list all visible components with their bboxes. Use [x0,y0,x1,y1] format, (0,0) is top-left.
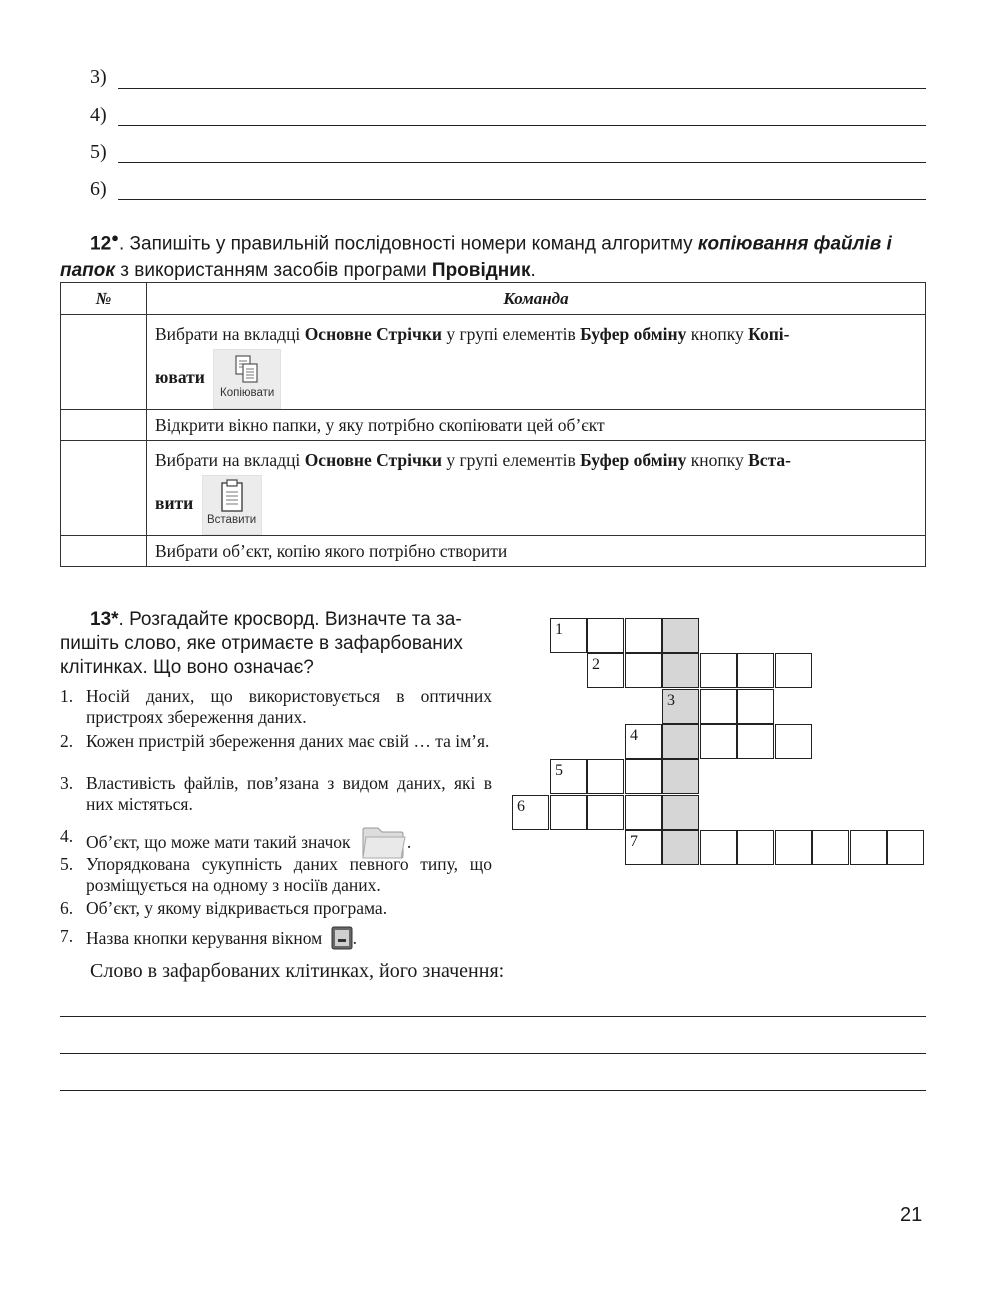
crossword-cell[interactable] [625,653,662,688]
command-text: кнопку [686,450,749,470]
task-difficulty-dot: ● [111,230,119,245]
clue-6 [60,898,492,919]
command-bold: Буфер обміну [580,324,687,344]
command-bold: Основне Стрічки [304,450,442,470]
number-input-cell[interactable] [61,315,147,410]
task-emphasis: копіювання файлів і папок [60,233,892,282]
answer-underline [118,88,926,89]
command-bold: Основне Стрічки [304,324,442,344]
crossword-clue-number: 5 [555,762,563,779]
command-bold: ювати [155,367,205,388]
column-header-number: № [61,283,147,315]
crossword-cell[interactable] [625,618,662,653]
crossword-cell[interactable] [737,689,774,724]
task-text: . Розгадайте кросворд. Визначте та за- [118,609,462,630]
clue-number: 3. [60,773,74,793]
table-header-row [61,283,926,315]
answer-underline [118,125,926,126]
answer-line-label: 4) [90,104,107,126]
crossword-cell[interactable] [625,759,662,794]
answer-underline [118,199,926,200]
paste-ribbon-button [202,475,262,535]
task-text: пишіть слово, яке отримаєте в зафарбованих [60,633,463,654]
task-text: . [530,260,536,282]
answer-underline [118,162,926,163]
clue-end: . [406,832,412,852]
command-cell: Вибрати об’єкт, копію якого потрібно створити [147,536,926,567]
crossword-cell-shaded[interactable] [662,724,699,759]
crossword-cell[interactable] [700,689,737,724]
crossword-cell[interactable] [587,653,624,688]
crossword-cell[interactable] [700,830,737,865]
crossword-clue-number: 6 [517,798,525,815]
crossword-cell[interactable] [775,830,812,865]
word-prompt: Слово в зафарбованих клітинках, його значення: [90,960,505,982]
clue-number: 4. [60,826,74,846]
crossword-cell-shaded[interactable] [662,653,699,688]
crossword-cell[interactable] [887,830,924,865]
crossword-cell[interactable] [700,724,737,759]
task-13-text [60,608,500,680]
ribbon-button-label: Копіювати [220,387,275,399]
answer-underline[interactable] [60,1016,926,1017]
table-row [61,410,926,441]
crossword-cell[interactable] [775,653,812,688]
clue-end: . [352,928,358,948]
number-input-cell[interactable] [61,441,147,536]
command-text: у групі елементів [442,324,581,344]
command-bold: Вста- [748,450,791,470]
clue-7 [60,926,492,950]
command-text: Вибрати на вкладці [155,450,305,470]
crossword-cell[interactable] [587,759,624,794]
crossword-cell[interactable] [775,724,812,759]
answer-line-label: 6) [90,178,107,200]
crossword-cell[interactable] [550,759,587,794]
clue-text: Об’єкт, що може мати такий значок [86,832,351,852]
crossword-cell[interactable] [625,795,662,830]
crossword-cell-shaded[interactable] [662,795,699,830]
crossword-cell[interactable] [737,724,774,759]
task-12-text [60,224,930,284]
clue-text: Об’єкт, у якому відкривається програма. [86,898,388,918]
crossword-cell-shaded[interactable] [662,689,699,724]
number-input-cell[interactable] [61,410,147,441]
crossword-cell[interactable] [625,830,662,865]
crossword-cell[interactable] [737,653,774,688]
crossword-cell[interactable] [550,795,587,830]
clue-text: Упорядкована сукупність даних певного типу, що розміщується на одному з носіїв даних. [86,854,492,895]
clue-text: Назва кнопки керування вікном [86,928,323,948]
task-text: клітинках. Що воно означає? [60,657,314,678]
command-text: Вибрати на вкладці [155,324,305,344]
crossword-clue-number: 1 [555,621,563,638]
clue-3 [60,773,492,815]
clue-2 [60,731,492,752]
crossword-cell[interactable] [587,795,624,830]
crossword-cell[interactable] [700,653,737,688]
column-header-command: Команда [147,283,926,315]
table-row [61,441,926,536]
copy-ribbon-button [213,349,281,409]
number-input-cell[interactable] [61,536,147,567]
ribbon-button-label: Вставити [207,514,257,526]
crossword-cell[interactable] [550,618,587,653]
answer-underline[interactable] [60,1053,926,1054]
crossword-cell[interactable] [812,830,849,865]
clue-5 [60,854,492,896]
command-bold: Копі- [748,324,790,344]
clue-number: 5. [60,854,74,874]
clue-number: 1. [60,686,74,706]
crossword-cell[interactable] [625,724,662,759]
clue-text: Кожен пристрій збереження даних має свій … та ім’я. [86,731,490,751]
clue-number: 2. [60,731,74,751]
task-text: з використанням засобів програми [115,260,432,282]
crossword-clue-number: 3 [667,692,675,709]
command-cell: Відкрити вікно папки, у яку потрібно скопіювати цей об’єкт [147,410,926,441]
crossword-clue-number: 7 [630,833,638,850]
crossword-cell-shaded[interactable] [662,830,699,865]
clue-number: 6. [60,898,74,918]
crossword-cell[interactable] [850,830,887,865]
program-name: Провідник [431,260,531,282]
command-text: кнопку [686,324,749,344]
copy-icon [234,354,260,386]
command-table [60,282,926,567]
crossword-clue-number: 2 [592,656,600,673]
clue-1 [60,686,492,728]
answer-underline[interactable] [60,1090,926,1091]
clipboard-icon [219,479,245,513]
command-cell [147,441,926,536]
clue-text: Властивість файлів, пов’язана з видом даних, які в них містяться. [86,773,492,814]
task-number: 12 [90,233,112,255]
command-bold: Буфер обміну [580,450,687,470]
clue-text: Носій даних, що використовується в оптичних пристроях збереження даних. [86,686,492,727]
crossword-cell-shaded[interactable] [662,759,699,794]
minimize-button-icon [331,926,353,950]
command-cell [147,315,926,410]
answer-line-label: 3) [90,66,107,88]
answer-line-label: 5) [90,141,107,163]
command-bold: вити [155,493,194,514]
crossword-cell[interactable] [737,830,774,865]
page-number: 21 [900,1204,923,1226]
crossword-cell-shaded[interactable] [662,618,699,653]
table-row [61,536,926,567]
table-row [61,315,926,410]
crossword-cell[interactable] [512,795,549,830]
crossword-cell[interactable] [587,618,624,653]
task-number: 13* [90,609,119,630]
crossword-clue-number: 4 [630,727,638,744]
clue-number: 7. [60,926,74,946]
task-text: . Запишіть у правильній послідовності номери команд алгоритму [119,233,698,255]
command-text: у групі елементів [442,450,581,470]
